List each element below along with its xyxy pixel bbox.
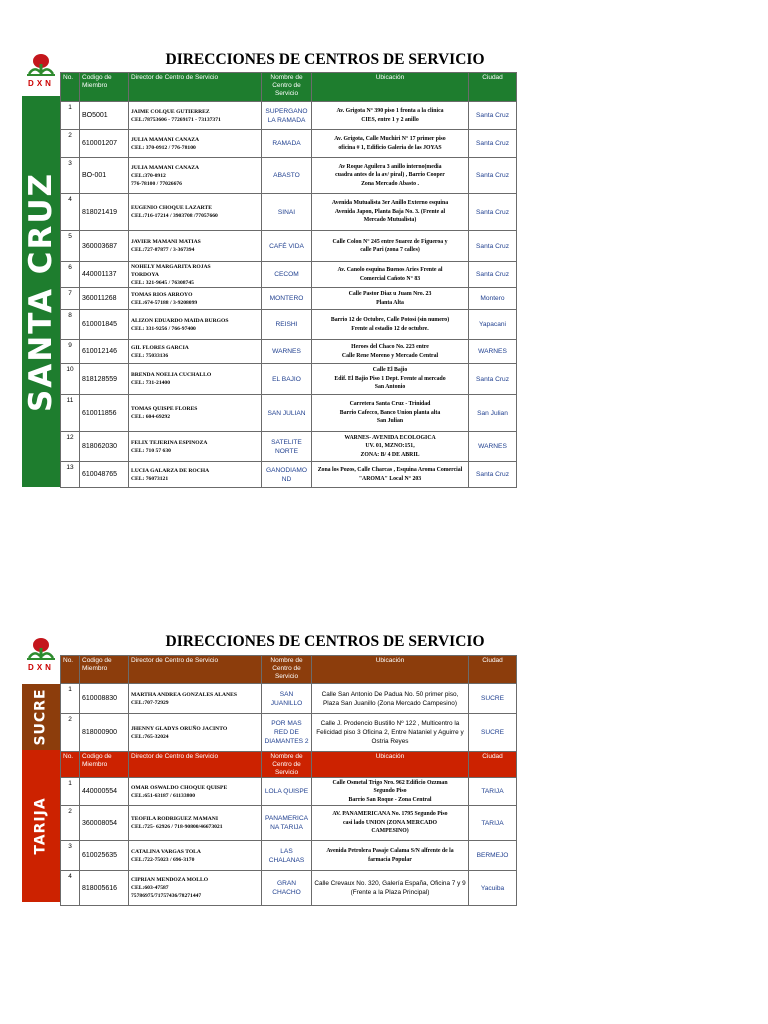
director-line: CEL: 76073121 <box>131 475 169 482</box>
ubicacion-line: Mercado Mutualista) <box>363 217 417 224</box>
cell-director <box>129 806 262 841</box>
cell-ciudad: Santa Cruz <box>469 158 517 194</box>
ubicacion-line: CIES, entre 1 y 2 anillo <box>361 116 419 123</box>
cell-ciudad: Santa Cruz <box>469 364 517 395</box>
table-row <box>61 714 517 752</box>
dxn-logo <box>22 52 60 88</box>
director-line: CEL:725- 62926 / 718-90800/46673021 <box>131 824 223 830</box>
ubicacion-line: Calle Osmetal Trigo Nro. 962 Edificio Ozzman <box>332 779 448 786</box>
cell-centro: SINAI <box>262 194 312 231</box>
ubicacion-line: Avenida Petrolera Pasaje Calama S/N alfrente de la <box>326 848 454 854</box>
header-no: No. <box>61 752 80 778</box>
header-ciudad: Ciudad <box>469 752 517 778</box>
ubicacion-line: Heroes del Chaco No. 223 entre <box>351 344 429 350</box>
header-ubicacion: Ubicación <box>312 752 469 778</box>
director-line: JHENNY GLADYS ORUÑO JACINTO <box>131 725 228 732</box>
table-row <box>61 364 517 395</box>
cell-centro: CECOM <box>262 262 312 288</box>
ubicacion-line: Av Roque Aguilera 3 anillo interno(media <box>338 163 442 170</box>
table-header-row <box>61 656 517 684</box>
cell-director <box>129 262 262 288</box>
cell-centro: GRAN CHACHO <box>262 871 312 906</box>
ubicacion-line: CAMPESINO) <box>371 828 409 835</box>
header-ciudad: Ciudad <box>469 656 517 684</box>
header-centro: Nombre de Centro de Servicio <box>262 73 312 102</box>
director-line: LUCIA GALARZA DE ROCHA <box>131 467 210 474</box>
table-row <box>61 310 517 340</box>
cell-codigo: 440000554 <box>80 778 129 806</box>
dxn-ganoderma-icon <box>26 52 56 78</box>
ubicacion-line: Calle San Antonio De Padua No. 50 primer piso, <box>321 690 459 698</box>
ubicacion-line: Barrio Cafecco, Banco Union planta alta <box>339 409 441 416</box>
cell-codigo: 610011856 <box>80 395 129 432</box>
director-line: 75786975/71757436/78271447 <box>131 893 202 899</box>
cell-ciudad: Santa Cruz <box>469 262 517 288</box>
cell-centro: CAFÉ VIDA <box>262 231 312 262</box>
table-row <box>61 432 517 462</box>
director-line: CEL: 75033136 <box>131 352 169 359</box>
director-line: CEL: 321-9645 / 76308745 <box>131 279 194 286</box>
cell-no: 11 <box>61 395 80 432</box>
cell-centro: SUPERGANO LA RAMADA <box>262 102 312 130</box>
director-line: JULIA MAMANI CANAZA <box>131 136 200 143</box>
director-line: JULIA MAMANI CANAZA <box>131 164 200 171</box>
cell-ciudad: SUCRE <box>469 684 517 714</box>
header-codigo: Codigo de Miembro <box>80 752 129 778</box>
cell-centro: SAN JULIAN <box>262 395 312 432</box>
ubicacion-line: WARNES- AVENIDA ECOLOGICA <box>344 434 436 441</box>
cell-no: 12 <box>61 432 80 462</box>
cell-director <box>129 871 262 906</box>
cell-codigo: 818062030 <box>80 432 129 462</box>
cell-director <box>129 194 262 231</box>
cell-codigo: 360003687 <box>80 231 129 262</box>
director-line: EUGENIO CHOQUE LAZARTE <box>131 205 212 211</box>
cell-ciudad: WARNES <box>469 340 517 364</box>
cell-centro: PANAMERICA NA TARIJA <box>262 806 312 841</box>
ubicacion-line: farmacia Popular <box>368 856 412 863</box>
header-ubicacion: Ubicación <box>312 73 469 102</box>
director-line: JAIME COLQUE GUTIERREZ <box>131 108 210 115</box>
cell-centro: POR MAS RED DE DIAMANTES 2 <box>262 714 312 752</box>
cell-ciudad: TARIJA <box>469 778 517 806</box>
director-line: CIPRIAN MENDOZA MOLLO <box>131 877 209 883</box>
table-row <box>61 841 517 871</box>
director-line: GIL FLORES GARCIA <box>131 344 189 351</box>
cell-director <box>129 462 262 488</box>
cell-ubicacion <box>312 102 469 130</box>
cell-director <box>129 684 262 714</box>
region-label-santa-cruz <box>22 96 60 487</box>
director-line: CEL:707-72929 <box>131 699 169 706</box>
cell-ubicacion <box>312 310 469 340</box>
director-line: MARTHA ANDREA GONZALES ALANES <box>131 691 237 698</box>
ubicacion-line: Segundo Piso <box>373 788 407 795</box>
cell-director <box>129 102 262 130</box>
cell-ubicacion <box>312 395 469 432</box>
director-line: FELIX TEJERINA ESPINOZA <box>131 439 208 446</box>
dxn-logo-text: DXN <box>28 79 54 88</box>
cell-ubicacion <box>312 130 469 158</box>
director-line: BRENDA NOELIA CUCHALLO <box>131 372 212 378</box>
director-line: CEL:651-63187 / 61133800 <box>131 792 196 799</box>
dxn-ganoderma-icon <box>26 636 56 662</box>
cell-ubicacion <box>312 714 469 752</box>
cell-codigo: 610012146 <box>80 340 129 364</box>
cell-codigo: 610048765 <box>80 462 129 488</box>
cell-no: 9 <box>61 340 80 364</box>
cell-centro: SATELITE NORTE <box>262 432 312 462</box>
cell-director <box>129 841 262 871</box>
header-director: Director de Centro de Servicio <box>129 656 262 684</box>
director-line: TEOFILA RODRIGUEZ MAMANI <box>131 816 219 822</box>
cell-director <box>129 395 262 432</box>
director-line: CEL: 710 57 630 <box>131 447 171 454</box>
cell-centro: RAMADA <box>262 130 312 158</box>
cell-codigo: 818128559 <box>80 364 129 395</box>
cell-centro: REISHI <box>262 310 312 340</box>
cell-ciudad: Santa Cruz <box>469 231 517 262</box>
director-line: CEL:78753606 - 77269171 - 73137371 <box>131 116 221 123</box>
director-line: TOMAS RIOS ARROYO <box>131 291 193 298</box>
ubicacion-line: Calle Pastor Diaz u Juam Nro. 23 <box>348 291 432 297</box>
cell-centro: SAN JUANILLO <box>262 684 312 714</box>
cell-director <box>129 310 262 340</box>
ubicacion-line: Ostria Reyes <box>371 738 409 745</box>
table-row <box>61 130 517 158</box>
ubicacion-line: Zona Mercado Abasto . <box>361 180 419 187</box>
header-director: Director de Centro de Servicio <box>129 73 262 102</box>
table-row <box>61 871 517 906</box>
director-line: TORDOYA <box>131 271 159 278</box>
cell-ubicacion <box>312 158 469 194</box>
ubicacion-line: ZONA: B/ 4 DE ABRIL <box>360 451 420 458</box>
ubicacion-line: AV. PANAMERICANA No. 1795 Segundo Piso <box>332 811 448 818</box>
cell-codigo: 360008054 <box>80 806 129 841</box>
cell-ubicacion <box>312 684 469 714</box>
cell-centro: EL BAJIO <box>262 364 312 395</box>
ubicacion-line: casi lado UNION (ZONA MERCADO <box>342 819 438 826</box>
cell-codigo: 440001137 <box>80 262 129 288</box>
header-director: Director de Centro de Servicio <box>129 752 262 778</box>
cell-no: 4 <box>61 194 80 231</box>
cell-centro: LAS CHALANAS <box>262 841 312 871</box>
table-row <box>61 262 517 288</box>
director-line: CEL:674-57188 / 3-9208099 <box>131 299 198 306</box>
ubicacion-line: Comercial Cañoto N° 83 <box>359 275 421 282</box>
ubicacion-line: Avenida Japon, Planta Baja No. 3. (Frente al <box>334 208 446 215</box>
cell-no: 7 <box>61 288 80 310</box>
cell-no: 1 <box>61 684 80 714</box>
director-line: CEL: 370-0912 / 776-78100 <box>131 144 196 151</box>
ubicacion-line: calle Pari (zona 7 calles) <box>360 247 420 253</box>
cell-codigo: 818021419 <box>80 194 129 231</box>
ubicacion-line: Calle Rene Moreno y Mercado Central <box>341 352 439 359</box>
cell-ubicacion <box>312 778 469 806</box>
table-row <box>61 806 517 841</box>
cell-codigo: 610008830 <box>80 684 129 714</box>
cell-ciudad: BERMEJO <box>469 841 517 871</box>
cell-ubicacion <box>312 841 469 871</box>
cell-director <box>129 432 262 462</box>
cell-codigo: BO-001 <box>80 158 129 194</box>
ubicacion-line: Carretera Santa Cruz - Trinidad <box>349 401 431 408</box>
director-line: CEL:603-47587 <box>131 885 169 891</box>
cell-ubicacion <box>312 871 469 906</box>
cell-centro: ABASTO <box>262 158 312 194</box>
director-line: JAVIER MAMANI MATIAS <box>131 239 201 245</box>
ubicacion-line: Barrio 12 de Octubre, Calle Potosi (sin numero) <box>330 317 450 323</box>
header-centro: Nombre de Centro de Servicio <box>262 656 312 684</box>
header-no: No. <box>61 656 80 684</box>
cell-centro: MONTERO <box>262 288 312 310</box>
cell-centro: WARNES <box>262 340 312 364</box>
table-row <box>61 778 517 806</box>
cell-no: 10 <box>61 364 80 395</box>
ubicacion-line: Av. Canolo esquina Buenos Aries Frente al <box>337 267 443 273</box>
ubicacion-line: cuadra antes de la av/ piral) , Barrio Cooper <box>335 172 445 179</box>
header-no: No. <box>61 73 80 102</box>
cell-ciudad: Santa Cruz <box>469 102 517 130</box>
header-ubicacion: Ubicación <box>312 656 469 684</box>
cell-director <box>129 714 262 752</box>
ubicacion-line: Zona los Pozos, Calle Charcas , Esquina Aroma Comercial <box>317 467 463 473</box>
header-codigo: Codigo de Miembro <box>80 656 129 684</box>
ubicacion-line: Calle Crevaux No. 320, Galería España, Oficina 7 y 9 <box>314 880 466 887</box>
cell-ubicacion <box>312 231 469 262</box>
director-line: CEL:722-75023 / 696-3170 <box>131 856 195 863</box>
cell-codigo: 818000900 <box>80 714 129 752</box>
cell-ciudad: TARIJA <box>469 806 517 841</box>
cell-codigo: BO5001 <box>80 102 129 130</box>
cell-centro: LOLA QUISPE <box>262 778 312 806</box>
cell-ubicacion <box>312 432 469 462</box>
cell-codigo: 610001207 <box>80 130 129 158</box>
region-label-sucre <box>22 684 60 750</box>
ubicacion-line: oficina # 1, Edificio Galeria de las JOYAS <box>338 144 442 151</box>
director-line: TOMAS QUISPE FLORES <box>131 406 198 412</box>
cell-ubicacion <box>312 340 469 364</box>
cell-no: 5 <box>61 231 80 262</box>
table-row <box>61 395 517 432</box>
ubicacion-line: Frente al estadio 12 de octubre. <box>351 325 429 332</box>
header-codigo: Codigo de Miembro <box>80 73 129 102</box>
region-label-text: SANTA CRUZ <box>23 171 59 412</box>
ubicacion-line: Felicidad piso 3 Oficina 2, Entre Nataniel y Aguirre y <box>316 729 464 736</box>
cell-ubicacion <box>312 288 469 310</box>
cell-no: 2 <box>61 806 80 841</box>
ubicacion-line: Calle Colon N° 245 entre Suarez de Figueroa y <box>332 238 448 245</box>
cell-ciudad: Santa Cruz <box>469 194 517 231</box>
header-ciudad: Ciudad <box>469 73 517 102</box>
cell-no: 6 <box>61 262 80 288</box>
director-line: ALIZON EDUARDO MAIDA BURGOS <box>131 317 229 324</box>
cell-codigo: 610025635 <box>80 841 129 871</box>
cell-ciudad: Yacuiba <box>469 871 517 906</box>
cell-director <box>129 130 262 158</box>
page-title-2: DIRECCIONES DE CENTROS DE SERVICIO <box>165 633 485 650</box>
director-line: NOHELY MARGARITA ROJAS <box>131 263 211 270</box>
cell-director <box>129 288 262 310</box>
region-label-text: SUCRE <box>33 688 50 746</box>
table-row <box>61 158 517 194</box>
ubicacion-line: Av. Grigota, Calle Muchiri N° 17 primer piso <box>334 136 446 142</box>
table-row <box>61 102 517 130</box>
ubicacion-line: Edif. El Bajio Piso 1 Dept. Frente al mercado <box>334 375 446 382</box>
director-line: CEL: 604-69292 <box>131 414 171 420</box>
director-line: CATALINA VARGAS TOLA <box>131 848 201 855</box>
region-label-text: TARIJA <box>33 797 49 855</box>
table-row <box>61 231 517 262</box>
cell-director <box>129 158 262 194</box>
cell-no: 2 <box>61 714 80 752</box>
ubicacion-line: UV. 01, MZNO:151, <box>365 443 415 450</box>
cell-ubicacion <box>312 462 469 488</box>
cell-ubicacion <box>312 194 469 231</box>
cell-ubicacion <box>312 262 469 288</box>
table-header-row <box>61 73 517 102</box>
cell-codigo: 610001845 <box>80 310 129 340</box>
cell-ciudad: Santa Cruz <box>469 130 517 158</box>
table-row <box>61 194 517 231</box>
director-line: CEL:765-32024 <box>131 733 169 740</box>
cell-no: 1 <box>61 102 80 130</box>
cell-no: 2 <box>61 130 80 158</box>
cell-ciudad: Yapacani <box>469 310 517 340</box>
cell-no: 1 <box>61 778 80 806</box>
director-line: OMAR OSWALDO CHOQUE QUISPE <box>131 784 228 791</box>
region-label-tarija <box>22 750 60 902</box>
director-line: CEL: 731-21400 <box>131 380 171 386</box>
cell-ciudad: San Julian <box>469 395 517 432</box>
cell-ciudad: WARNES <box>469 432 517 462</box>
cell-codigo: 818005616 <box>80 871 129 906</box>
ubicacion-line: Barrio San Roque - Zona Central <box>348 796 432 803</box>
ubicacion-line: Planta Alta <box>376 299 404 306</box>
cell-codigo: 360011268 <box>80 288 129 310</box>
table-header-row <box>61 752 517 778</box>
cell-ciudad: Santa Cruz <box>469 462 517 488</box>
cell-director <box>129 340 262 364</box>
ubicacion-line: (Frente a la Plaza Principal) <box>350 889 430 896</box>
dxn-logo-2 <box>22 636 60 672</box>
ubicacion-line: San Julian <box>376 418 404 425</box>
cell-no: 4 <box>61 871 80 906</box>
cell-ciudad: Montero <box>469 288 517 310</box>
director-line: CEL: 331-9256 / 766-97400 <box>131 325 196 332</box>
cell-no: 13 <box>61 462 80 488</box>
table-row <box>61 684 517 714</box>
cell-no: 3 <box>61 841 80 871</box>
cell-no: 3 <box>61 158 80 194</box>
cell-ubicacion <box>312 364 469 395</box>
cell-ciudad: SUCRE <box>469 714 517 752</box>
page-title: DIRECCIONES DE CENTROS DE SERVICIO <box>165 51 485 68</box>
ubicacion-line: San Antonio <box>374 384 406 391</box>
cell-ubicacion <box>312 806 469 841</box>
director-line: 776-78100 / 77026676 <box>131 180 182 187</box>
header-centro: Nombre de Centro de Servicio <box>262 752 312 778</box>
director-line: CEL:727-87877 / 3-367394 <box>131 247 195 253</box>
ubicacion-line: "AROMA" Local N° 203 <box>358 475 422 482</box>
table-row <box>61 462 517 488</box>
dxn-logo-text: DXN <box>28 663 54 672</box>
cell-director <box>129 778 262 806</box>
ubicacion-line: Calle El Bajio <box>372 367 408 374</box>
cell-director <box>129 231 262 262</box>
sucre-tarija-table <box>60 655 517 906</box>
ubicacion-line: Avenida Mutualista 3er Anillo Externo esquina <box>331 200 449 207</box>
ubicacion-line: Calle J. Prodencio Bustillo Nº 122 , Multicentro la <box>320 720 460 727</box>
ubicacion-line: Plaza San Juanillo (Zona Mercado Campesino) <box>323 699 457 707</box>
cell-centro: GANODIAMO ND <box>262 462 312 488</box>
director-line: CEL:716-17214 / 3903708 /77057660 <box>131 213 218 219</box>
cell-no: 8 <box>61 310 80 340</box>
table-row <box>61 340 517 364</box>
cell-director <box>129 364 262 395</box>
ubicacion-line: Av. Grigota N° 390 piso 1 fronta a la clinica <box>336 108 444 114</box>
table-row <box>61 288 517 310</box>
director-line: CEL:370-0912 <box>131 172 166 179</box>
santa-cruz-table <box>60 72 517 488</box>
